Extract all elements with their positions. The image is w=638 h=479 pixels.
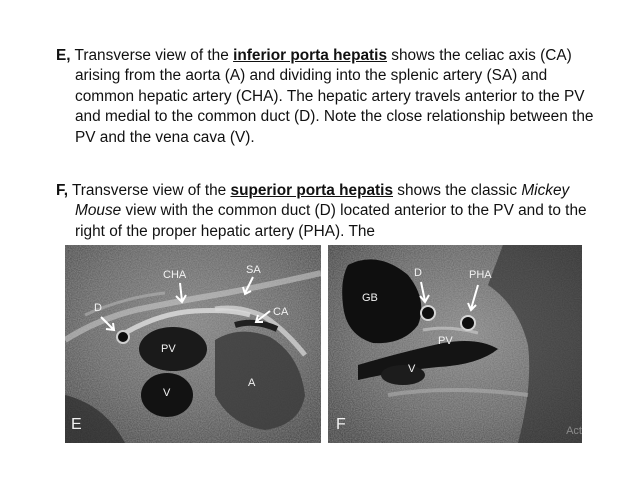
caption-paragraph-e <box>56 46 606 148</box>
caption-f-text-1: Transverse view of the <box>67 182 231 199</box>
panel-letter-f: F <box>336 416 346 433</box>
ultrasound-image-e <box>65 245 321 443</box>
ultrasound-image-f <box>328 245 582 443</box>
caption-e-lead: E, <box>56 47 71 64</box>
label-d: D <box>94 302 102 314</box>
label-v-f: V <box>408 363 416 375</box>
label-d-f: D <box>414 267 422 279</box>
caption-e-text-1: Transverse view of the <box>70 47 234 64</box>
label-gb: GB <box>362 292 378 304</box>
label-cha: CHA <box>163 269 187 281</box>
caption-f-text-3: view with the common duct (D) located anterior to the PV and to the right of the proper hepatic artery (PHA). The <box>75 202 587 240</box>
ultrasound-panel-f <box>328 245 582 443</box>
panel-letter-e: E <box>71 416 82 433</box>
label-ca: CA <box>273 306 289 318</box>
label-a: A <box>248 377 256 389</box>
label-pha: PHA <box>469 269 492 281</box>
label-pv-f: PV <box>438 335 453 347</box>
ultrasound-panel-e <box>65 245 321 443</box>
caption-e-text-2: shows the celiac axis (CA) arising from the aorta (A) and dividing into the splenic artery (SA) and common hepatic artery (CHA). The hepatic artery travels anterior to the PV and medial to the common duct (D). Note the close relationship between the PV and the vena cava (V). <box>75 47 594 146</box>
activation-watermark: Act <box>566 425 582 437</box>
caption-f-text-2: shows the classic <box>393 182 522 199</box>
caption-paragraph-f <box>56 181 606 245</box>
caption-f-lead: F, <box>56 182 68 199</box>
label-pv: PV <box>161 343 176 355</box>
label-v: V <box>163 387 171 399</box>
label-sa: SA <box>246 264 261 276</box>
inferior-porta-hepatis-term: inferior porta hepatis <box>233 47 388 64</box>
superior-porta-hepatis-term: superior porta hepatis <box>230 182 394 199</box>
mickey-mouse-term: Mickey Mouse <box>75 182 570 220</box>
